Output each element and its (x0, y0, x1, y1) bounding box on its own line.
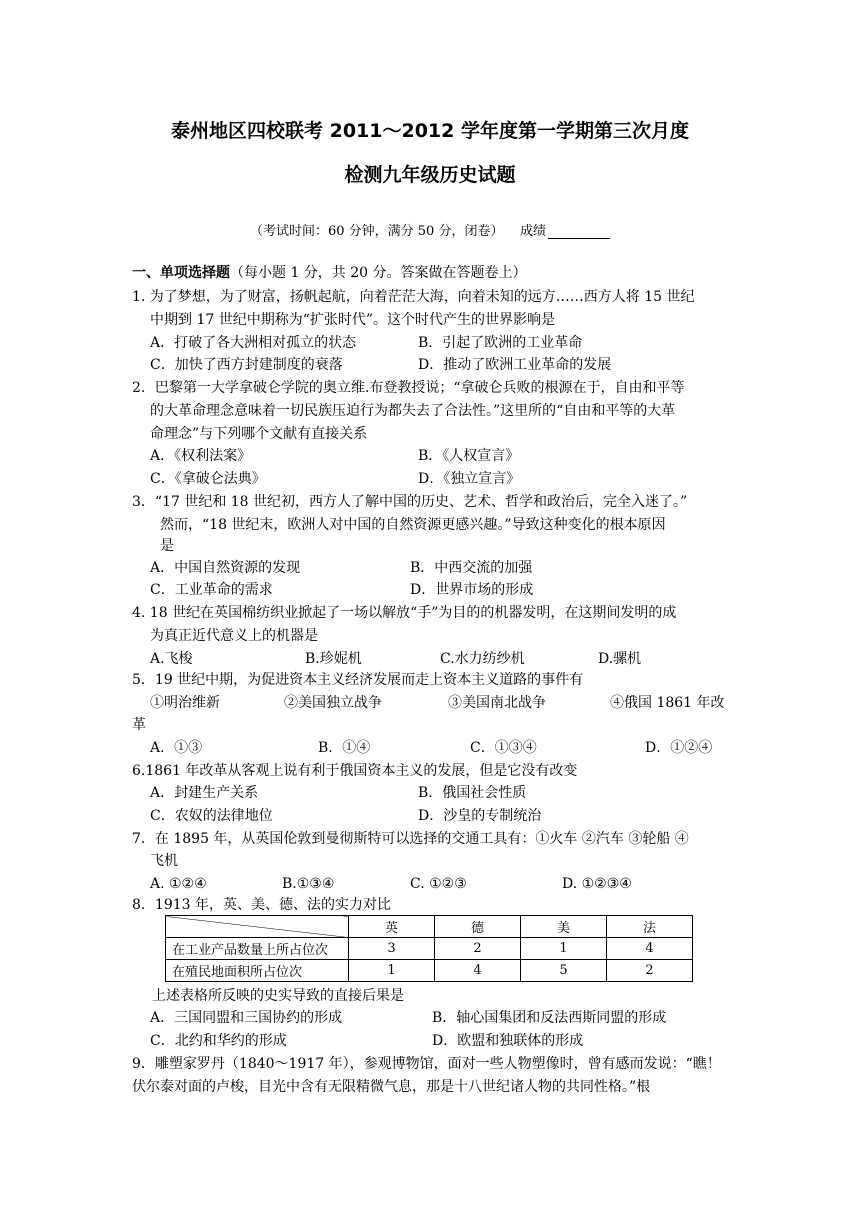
table-header-cell: 美 (521, 916, 607, 938)
score-blank (548, 224, 610, 239)
q2-option-a: A．《权利法案》 (150, 448, 252, 464)
section-title: 一、单项选择题 (132, 265, 230, 281)
table-cell: 4 (607, 938, 693, 960)
section-heading (132, 263, 527, 283)
q3-line2: 然而，“18 世纪末，欧洲人对中国的自然资源更感兴趣。”导致这种变化的根本原因 (160, 517, 666, 533)
q4-option-d: D.骡机 (598, 651, 642, 667)
table-cell: 2 (435, 938, 521, 960)
q4-option-b: B.珍妮机 (305, 651, 362, 667)
table-corner-cell (166, 916, 349, 938)
q3-option-b: B．中西交流的加强 (410, 560, 533, 576)
q9-line2: 伏尔泰对面的卢梭，目光中含有无限精微气息，那是十八世纪诸人物的共同性格。”根 (132, 1079, 651, 1095)
table-header-row (166, 916, 693, 938)
q7-line2: 飞机 (150, 853, 178, 869)
table-cell: 2 (607, 960, 693, 982)
q6-line1: 6.1861 年改革从客观上说有利于俄国资本主义的发展，但是它没有改变 (132, 763, 578, 779)
q8-after: 上述表格所反映的史实导致的直接后果是 (152, 988, 404, 1004)
q5-item-1: ①明治维新 (150, 695, 220, 711)
table-row-label: 在殖民地面积所占位次 (166, 960, 349, 982)
q2-option-d: D．《独立宣言》 (418, 471, 521, 487)
table-header-cell: 德 (435, 916, 521, 938)
q4-line1: 4. 18 世纪在英国棉纺织业掀起了一场以解放“手”为目的的机器发明，在这期间发明的成 (132, 605, 677, 621)
q1-line2: 中期到 17 世纪中期称为“扩张时代”。这个时代产生的世界影响是 (150, 312, 556, 328)
power-comparison-table (165, 915, 693, 982)
q5-line1: 5．19 世纪中期，为促进资本主义经济发展而走上资本主义道路的事件有 (132, 672, 584, 688)
q2-line3: 命理念”与下列哪个文献有直接关系 (150, 426, 368, 442)
q7-option-a: A. ①②④ (150, 876, 207, 892)
q6-option-d: D．沙皇的专制统治 (418, 808, 542, 824)
table-cell: 1 (349, 960, 435, 982)
table-cell: 4 (435, 960, 521, 982)
q2-line2: 的大革命理念意味着一切民族压迫行为都失去了合法性。”这里所的“自由和平等的大革 (150, 403, 676, 419)
q7-line1: 7．在 1895 年，从英国伦敦到曼彻斯特可以选择的交通工具有：①火车 ②汽车 ③轮船 ④ (132, 831, 689, 847)
q2-option-c: C．《拿破仑法典》 (150, 471, 266, 487)
q5-option-a: A．①③ (150, 740, 203, 756)
table-row (166, 960, 693, 982)
q1-line1: 1. 为了梦想，为了财富，扬帆起航，向着茫茫大海，向着未知的远方……西方人将 15 世纪 (132, 289, 695, 305)
q1-option-c: C．加快了西方封建制度的衰落 (150, 357, 343, 373)
table-cell: 1 (521, 938, 607, 960)
q8-option-d: D．欧盟和独联体的形成 (432, 1033, 584, 1049)
q3-option-a: A．中国自然资源的发现 (150, 560, 301, 576)
q8-option-a: A．三国同盟和三国协约的形成 (150, 1010, 343, 1026)
q5-option-c: C．①③④ (470, 740, 537, 756)
q5-wrap: 革 (132, 717, 146, 733)
q1-option-a: A．打破了各大洲相对孤立的状态 (150, 335, 357, 351)
q7-option-b: B.①③④ (282, 876, 335, 892)
q4-line2: 为真正近代意义上的机器是 (150, 628, 318, 644)
section-note: （每小题 1 分，共 20 分。答案做在答题卷上） (230, 265, 527, 281)
q3-line3: 是 (160, 538, 174, 554)
q4-option-a: A.飞梭 (150, 651, 193, 667)
table-header-cell: 法 (607, 916, 693, 938)
q9-line1: 9．雕塑家罗丹（1840～1917 年），参观博物馆，面对一些人物塑像时，曾有感而发说：“瞧！ (132, 1056, 721, 1072)
q5-item-3: ③美国南北战争 (448, 695, 546, 711)
q6-option-b: B．俄国社会性质 (418, 785, 527, 801)
q7-option-c: C. ①②③ (410, 876, 467, 892)
table-cell: 3 (349, 938, 435, 960)
score-label: 成绩 (520, 224, 547, 239)
exam-title-line2: 检测九年级历史试题 (344, 164, 516, 186)
table-row (166, 938, 693, 960)
q3-line1: 3．“17 世纪和 18 世纪初，西方人了解中国的历史、艺术、哲学和政治后，完全入迷了。” (132, 494, 688, 510)
q2-line1: 2．巴黎第一大学拿破仑学院的奥立维.布登教授说；“拿破仑兵败的根源在于，自由和平等 (132, 380, 685, 396)
q8-line1: 8．1913 年，英、美、德、法的实力对比 (132, 897, 391, 913)
table-row-label: 在工业产品数量上所占位次 (166, 938, 349, 960)
exam-time-info: （考试时间：60 分钟，满分 50 分，闭卷） (249, 224, 504, 239)
table-cell: 5 (521, 960, 607, 982)
q5-option-d: D．①②④ (645, 740, 713, 756)
q3-option-d: D．世界市场的形成 (410, 582, 534, 598)
q8-option-b: B．轴心国集团和反法西斯同盟的形成 (432, 1010, 667, 1026)
q7-option-d: D. ①②③④ (562, 876, 632, 892)
q5-item-2: ②美国独立战争 (284, 695, 382, 711)
exam-title-line1: 泰州地区四校联考 2011～2012 学年度第一学期第三次月度 (171, 120, 689, 142)
q3-option-c: C．工业革命的需求 (150, 582, 273, 598)
q5-item-4: ④俄国 1861 年改 (610, 695, 725, 711)
q1-option-d: D．推动了欧洲工业革命的发展 (418, 357, 612, 373)
q4-option-c: C.水力纺纱机 (440, 651, 525, 667)
q6-option-c: C．农奴的法律地位 (150, 808, 273, 824)
q6-option-a: A．封建生产关系 (150, 785, 259, 801)
q2-option-b: B．《人权宣言》 (418, 448, 520, 464)
exam-info (0, 220, 860, 239)
q5-option-b: B．①④ (318, 740, 371, 756)
q1-option-b: B．引起了欧洲的工业革命 (418, 335, 583, 351)
table-header-cell: 英 (349, 916, 435, 938)
q8-option-c: C．北约和华约的形成 (150, 1033, 287, 1049)
